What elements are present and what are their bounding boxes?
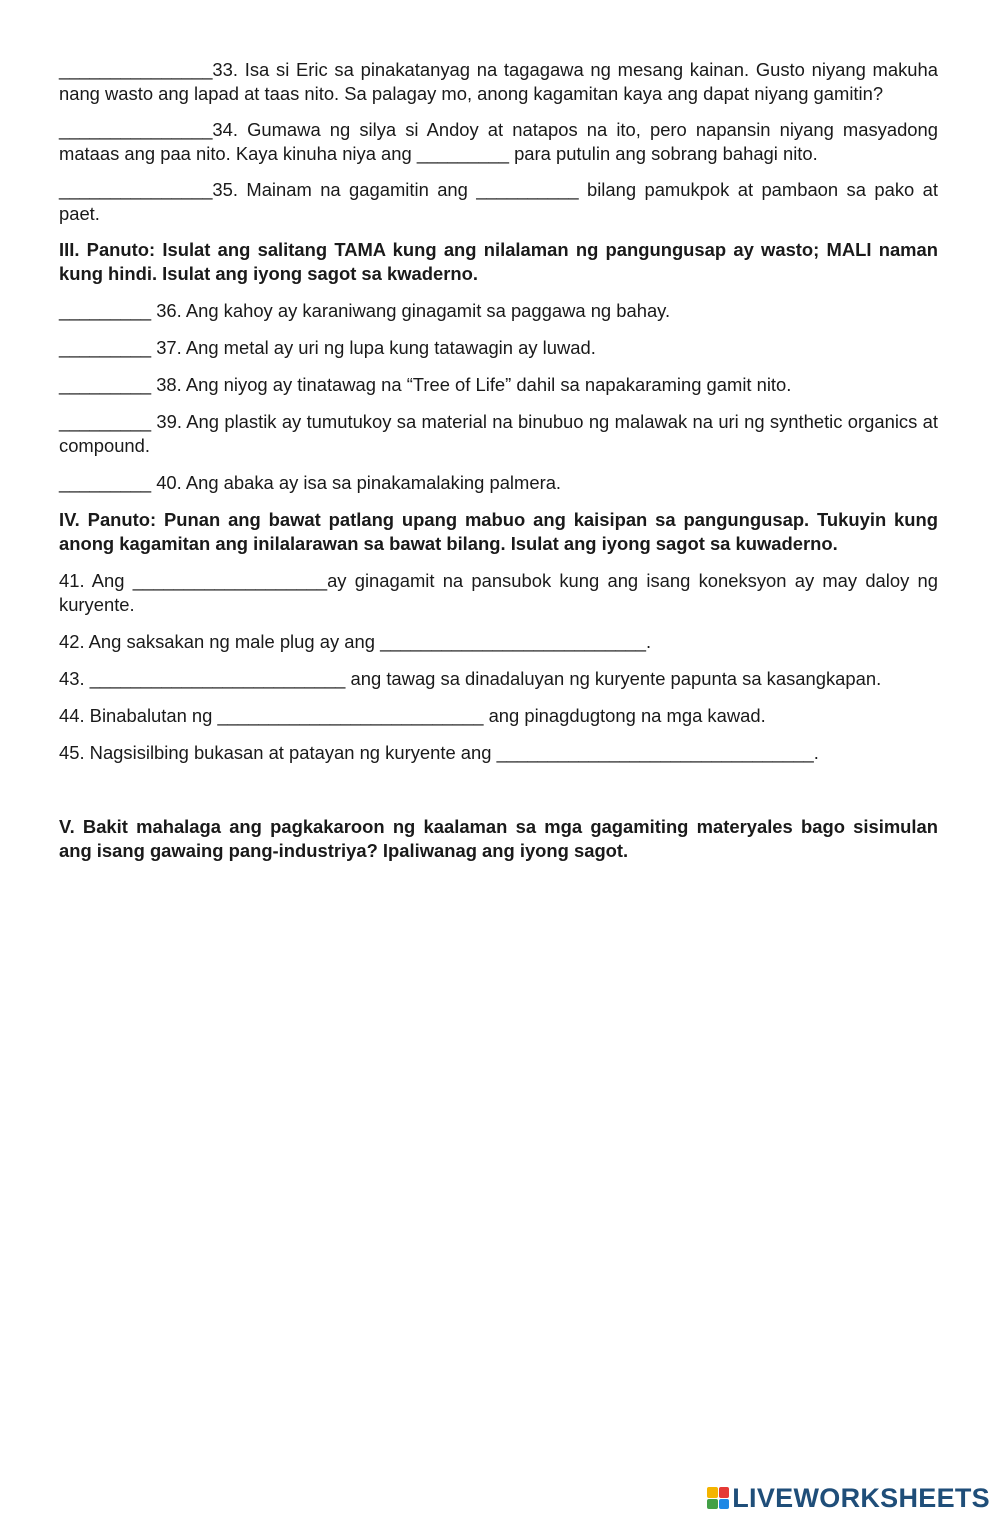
item-35-text-b: bilang pamukpok at pambaon sa pako at paet. (59, 179, 938, 224)
section-4-heading: IV. Panuto: Punan ang bawat patlang upang mabuo ang kaisipan sa pangungusap. Tukuyin kung anong kagamitan ang inilalarawan sa bawat bilang. Isulat ang iyong sagot sa kuwaderno. (59, 509, 938, 554)
item-38-text: 38. Ang niyog ay tinatawag na “Tree of Life” dahil sa napakaraming gamit nito. (156, 374, 792, 395)
answer-blank-40[interactable]: _________ (59, 472, 152, 493)
item-38 (59, 373, 938, 397)
answer-blank-35[interactable]: _______________ (59, 179, 213, 200)
section-3-heading: III. Panuto: Isulat ang salitang TAMA kung ang nilalaman ng pangungusap ay wasto; MALI naman kung hindi. Isulat ang iyong sagot sa kwaderno. (59, 239, 938, 284)
answer-blank-39[interactable]: _________ (59, 411, 152, 432)
liveworksheets-mark-icon (707, 1487, 729, 1509)
logo-square-icon (707, 1487, 718, 1498)
item-44-text-b: ang pinagdugtong na mga kawad. (488, 705, 766, 726)
item-42 (59, 630, 938, 654)
inline-blank-42[interactable]: __________________________ (380, 631, 646, 652)
answer-blank-38[interactable]: _________ (59, 374, 152, 395)
item-33 (59, 58, 938, 106)
item-41-text-a: 41. Ang (59, 570, 125, 591)
item-34-text-b: para putulin ang sobrang bahagi nito. (514, 143, 818, 164)
item-45-text-b: . (813, 742, 819, 763)
item-43-text-b: ang tawag sa dinadaluyan ng kuryente papunta sa kasangkapan. (350, 668, 882, 689)
item-35 (59, 178, 938, 226)
item-39-text: 39. Ang plastik ay tumutukoy sa material na binubuo ng malawak na uri ng synthetic organics at compound. (59, 411, 938, 456)
item-40-text: 40. Ang abaka ay isa sa pinakamalaking palmera. (156, 472, 562, 493)
item-43-text-a: 43. (59, 668, 85, 689)
item-42-text-a: 42. Ang saksakan ng male plug ay ang (59, 631, 375, 652)
item-44-text-a: 44. Binabalutan ng (59, 705, 213, 726)
logo-square-icon (719, 1487, 730, 1498)
item-45 (59, 741, 938, 765)
item-41 (59, 569, 938, 617)
item-41-text-b: ay ginagamit na pansubok kung ang isang koneksyon ay may daloy ng kuryente. (59, 570, 938, 615)
inline-blank-41[interactable]: ___________________ (132, 570, 328, 591)
answer-blank-33[interactable]: _______________ (59, 59, 213, 80)
inline-blank-44[interactable]: __________________________ (217, 705, 484, 726)
item-44 (59, 704, 938, 728)
item-45-text-a: 45. Nagsisilbing bukasan at patayan ng kuryente ang (59, 742, 492, 763)
logo-square-icon (719, 1499, 730, 1510)
item-34-text-a: 34. Gumawa ng silya si Andoy at natapos na ito, pero napansin niyang masyadong mataas ang paa nito. Kaya kinuha niya ang (59, 119, 938, 164)
item-34 (59, 118, 938, 166)
answer-blank-37[interactable]: _________ (59, 337, 152, 358)
section-5-heading: V. Bakit mahalaga ang pagkakaroon ng kaalaman sa mga gagamiting materyales bago sisimulan ang isang gawaing pang-industriya? Ipaliwanag ang iyong sagot. (59, 816, 938, 861)
inline-blank-35[interactable]: __________ (476, 179, 579, 200)
liveworksheets-logo (707, 1483, 990, 1513)
answer-blank-36[interactable]: _________ (59, 300, 152, 321)
inline-blank-43[interactable]: _________________________ (89, 668, 346, 689)
item-37-text: 37. Ang metal ay uri ng lupa kung tatawagin ay luwad. (156, 337, 596, 358)
item-40 (59, 471, 938, 495)
worksheet-page (59, 58, 938, 863)
liveworksheets-brand: LIVEWORKSHEETS (732, 1482, 990, 1513)
item-37 (59, 336, 938, 360)
inline-blank-45[interactable]: _______________________________ (496, 742, 814, 763)
item-33-text: 33. Isa si Eric sa pinakatanyag na tagagawa ng mesang kainan. Gusto niyang makuha nang wasto ang lapad at taas nito. Sa palagay mo, anong kagamitan kaya ang dapat niyang gamitin? (59, 59, 938, 104)
logo-square-icon (707, 1499, 718, 1510)
inline-blank-34[interactable]: _________ (416, 143, 509, 164)
item-35-text-a: 35. Mainam na gagamitin ang (212, 179, 468, 200)
item-36-text: 36. Ang kahoy ay karaniwang ginagamit sa paggawa ng bahay. (156, 300, 671, 321)
item-43 (59, 667, 938, 691)
item-36 (59, 299, 938, 323)
answer-blank-34[interactable]: _______________ (59, 119, 213, 140)
item-39 (59, 410, 938, 458)
item-42-text-b: . (646, 631, 652, 652)
